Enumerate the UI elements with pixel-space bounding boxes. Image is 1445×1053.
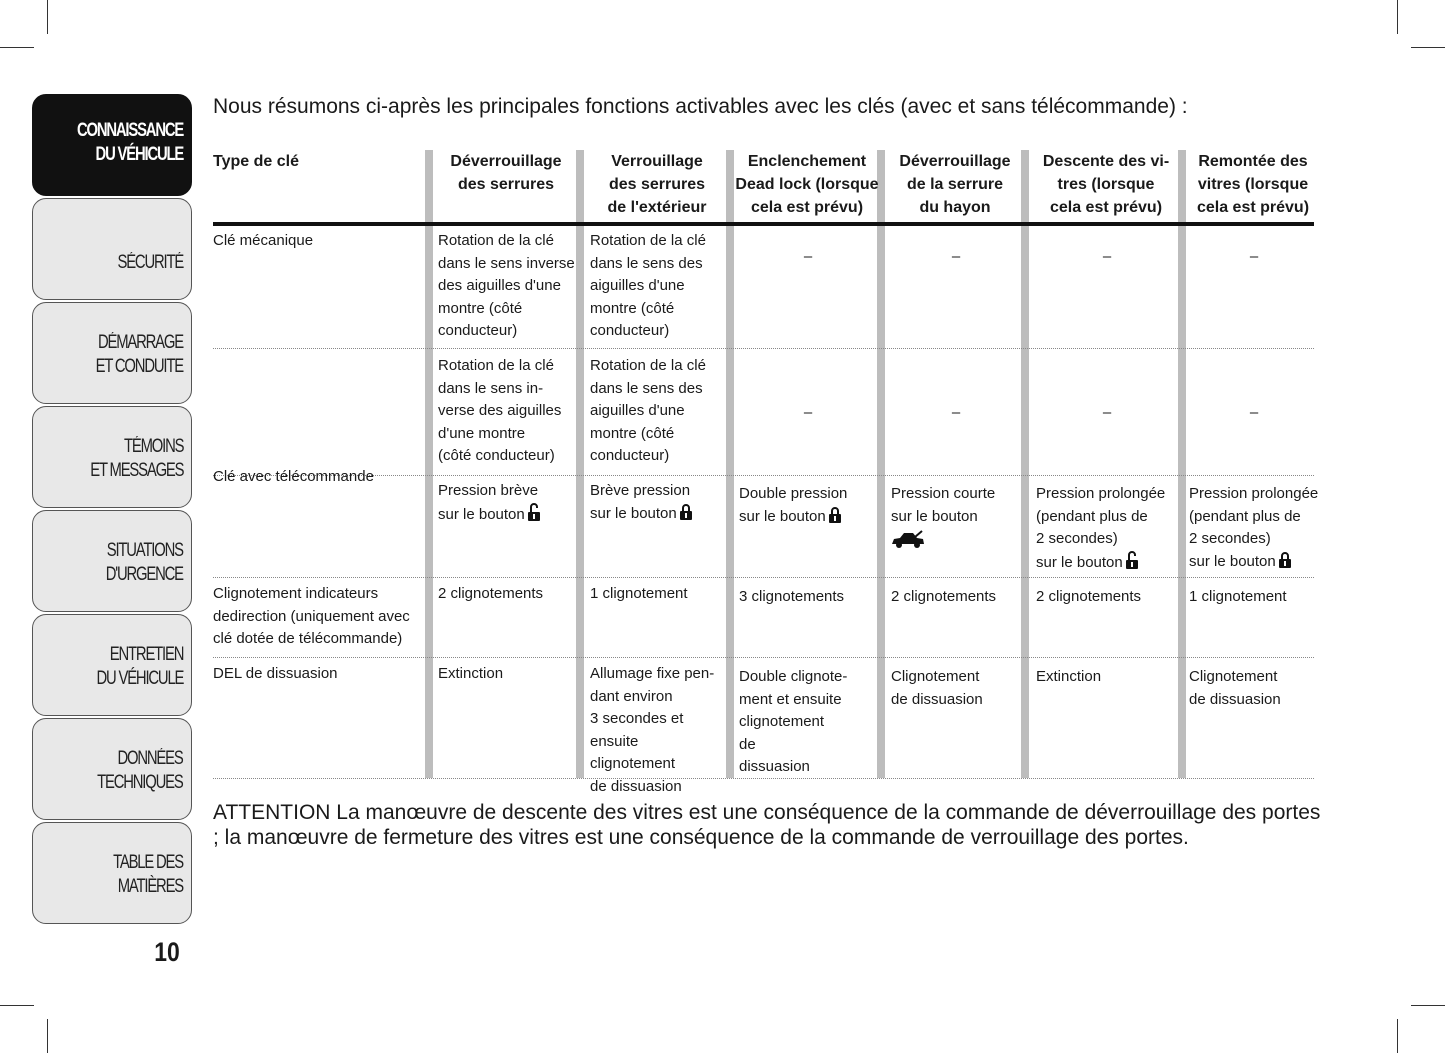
table-cell bbox=[1036, 666, 1178, 689]
chapter-tab[interactable] bbox=[32, 94, 192, 196]
chapter-tab-label: SITUATIONS D'URGENCE bbox=[105, 540, 183, 585]
cell-text: – bbox=[1249, 248, 1259, 265]
crop-mark bbox=[47, 1019, 48, 1053]
cell-text: Rotation de la clé dans le sens inverse des aiguilles d'une montre (côté conducteur) bbox=[438, 232, 575, 339]
column-separator bbox=[1021, 150, 1029, 778]
cell-text: – bbox=[1249, 404, 1259, 421]
table-cell bbox=[1036, 483, 1178, 576]
column-separator bbox=[425, 150, 433, 778]
row-label: DEL de dissuasion bbox=[213, 665, 338, 682]
cell-text: Clignotement de dissuasion bbox=[891, 668, 983, 708]
cell-text: – bbox=[1102, 248, 1112, 265]
table-cell bbox=[891, 666, 1021, 711]
row-divider bbox=[213, 577, 1314, 578]
crop-mark bbox=[1411, 1005, 1445, 1006]
chapter-tab[interactable] bbox=[32, 406, 192, 508]
cell-text: Rotation de la clé dans le sens in- verse des aiguilles d'une montre (côté conducteur) bbox=[438, 357, 562, 464]
table-cell bbox=[891, 246, 1021, 269]
cell-text: Pression courte sur le bouton bbox=[891, 485, 996, 525]
crop-mark bbox=[47, 0, 48, 34]
column-header: Déverrouillage de la serrure du hayon bbox=[899, 153, 1011, 216]
table-cell bbox=[438, 480, 576, 528]
cell-text: Double clignote- ment et ensuite clignotement de dissuasion bbox=[739, 668, 848, 775]
table-cell bbox=[1036, 402, 1178, 425]
table-cell bbox=[739, 246, 877, 269]
chapter-tab[interactable] bbox=[32, 302, 192, 404]
cell-text: – bbox=[1102, 404, 1112, 421]
lock-icon bbox=[829, 507, 841, 531]
chapter-tab-label: TABLE DES MATIÈRES bbox=[113, 852, 183, 897]
cell-text: Double pression sur le bouton bbox=[739, 485, 848, 525]
column-separator bbox=[726, 150, 734, 778]
crop-mark bbox=[1397, 0, 1398, 34]
cell-text: Pression brève sur le bouton bbox=[438, 482, 539, 523]
attention-note bbox=[213, 800, 1323, 850]
table-cell bbox=[438, 355, 576, 468]
table-cell bbox=[590, 355, 726, 468]
column-header: Verrouillage des serrures de l'extérieur bbox=[607, 153, 707, 216]
cell-text: Allumage fixe pen- dant environ 3 secondes et ensuite clignotement de dissuasion bbox=[590, 665, 715, 795]
cell-text: – bbox=[803, 248, 813, 265]
table-cell bbox=[438, 663, 576, 686]
table-cell bbox=[891, 586, 1021, 609]
unlock-icon bbox=[528, 503, 540, 529]
cell-text: Rotation de la clé dans le sens des aiguilles d'une montre (côté conducteur) bbox=[590, 357, 706, 464]
chapter-tab[interactable] bbox=[32, 198, 192, 300]
crop-mark bbox=[1411, 47, 1445, 48]
row-label: Clé mécanique bbox=[213, 232, 314, 249]
cell-text: Rotation de la clé dans le sens des aiguilles d'une montre (côté conducteur) bbox=[590, 232, 706, 339]
cell-text: – bbox=[951, 248, 961, 265]
column-header: Remontée des vitres (lorsque cela est prévu) bbox=[1196, 153, 1310, 216]
chapter-tab-label: ENTRETIEN DU VÉHICULE bbox=[96, 644, 183, 689]
header-rule bbox=[213, 222, 1314, 226]
table-cell bbox=[438, 230, 576, 343]
chapter-tab[interactable] bbox=[32, 614, 192, 716]
table-cell bbox=[1036, 586, 1178, 609]
column-separator bbox=[1178, 150, 1186, 778]
cell-text: – bbox=[803, 404, 813, 421]
table-cell bbox=[1036, 246, 1178, 269]
table-cell bbox=[739, 483, 877, 530]
chapter-tab-label: SÉCURITÉ bbox=[117, 252, 183, 273]
cell-text: Clignotement de dissuasion bbox=[1189, 668, 1281, 708]
table-cell bbox=[891, 402, 1021, 425]
attention-label: ATTENTION bbox=[213, 801, 331, 824]
chapter-tab-label: DONNÉES TECHNIQUES bbox=[97, 748, 183, 793]
cell-text: 3 clignotements bbox=[739, 588, 845, 605]
table-cell bbox=[739, 402, 877, 425]
crop-mark bbox=[1397, 1019, 1398, 1053]
table-cell bbox=[590, 480, 726, 527]
cell-text: 1 clignotement bbox=[1189, 588, 1287, 605]
cell-text: Pression prolongée (pendant plus de 2 secondes) sur le bouton bbox=[1189, 485, 1319, 570]
cell-text: Brève pression sur le bouton bbox=[590, 482, 691, 522]
table-cell bbox=[1189, 586, 1319, 609]
chapter-tab[interactable] bbox=[32, 718, 192, 820]
table-cell bbox=[590, 230, 726, 343]
column-header: Enclenchement Dead lock (lorsque cela est prévu) bbox=[735, 153, 879, 216]
cell-text: – bbox=[951, 404, 961, 421]
crop-mark bbox=[0, 1005, 34, 1006]
cell-text: 2 clignotements bbox=[891, 588, 997, 605]
chapter-tab[interactable] bbox=[32, 822, 192, 924]
page-number: 10 bbox=[154, 937, 180, 967]
table-cell bbox=[438, 583, 576, 606]
cell-text: 2 clignotements bbox=[438, 585, 544, 602]
table-cell bbox=[590, 663, 726, 798]
row-divider bbox=[213, 348, 1314, 349]
row-divider bbox=[213, 657, 1314, 658]
lock-icon bbox=[1279, 552, 1291, 576]
chapter-tab-label: TÉMOINS ET MESSAGES bbox=[89, 436, 183, 481]
chapter-tab[interactable] bbox=[32, 510, 192, 612]
cell-text: 1 clignotement bbox=[590, 585, 688, 602]
cell-text: 2 clignotements bbox=[1036, 588, 1142, 605]
chapter-tab-label: CONNAISSANCE DU VÉHICULE bbox=[76, 120, 183, 165]
row-label: Clé avec télécommande bbox=[213, 468, 374, 485]
column-header: Déverrouillage des serrures bbox=[450, 153, 562, 193]
column-header: Type de clé bbox=[213, 153, 299, 170]
column-header: Descente des vi- tres (lorsque cela est prévu) bbox=[1042, 153, 1170, 216]
table-cell bbox=[590, 583, 726, 606]
cell-text: Extinction bbox=[1036, 668, 1102, 685]
table-cell bbox=[891, 483, 1021, 556]
intro-text: Nous résumons ci-après les principales fonctions activables avec les clés (avec et sans télécommande) : bbox=[213, 95, 1188, 118]
cell-text: Pression prolongée (pendant plus de 2 secondes) sur le bouton bbox=[1036, 485, 1166, 571]
attention-text: La manœuvre de descente des vitres est une conséquence de la commande de déverrouillage des portes ; la manœuvre de fermeture des vitres est une conséquence de la commande de verrouillage des portes. bbox=[213, 801, 1321, 849]
column-separator bbox=[576, 150, 584, 778]
lock-icon bbox=[680, 504, 692, 528]
crop-mark bbox=[0, 47, 34, 48]
car-trunk-icon bbox=[891, 530, 1021, 556]
column-separator bbox=[877, 150, 885, 778]
table-cell bbox=[739, 586, 877, 609]
unlock-icon bbox=[1126, 551, 1138, 577]
table-cell bbox=[1189, 666, 1319, 711]
chapter-tab-label: DÉMARRAGE ET CONDUITE bbox=[95, 332, 183, 377]
table-cell bbox=[1189, 483, 1319, 575]
table-cell bbox=[1189, 246, 1319, 269]
table-cell bbox=[1189, 402, 1319, 425]
row-label: Clignotement indicateurs dedirection (uniquement avec clé dotée de télécommande) bbox=[213, 585, 410, 647]
cell-text: Extinction bbox=[438, 665, 504, 682]
table-cell bbox=[739, 666, 877, 779]
